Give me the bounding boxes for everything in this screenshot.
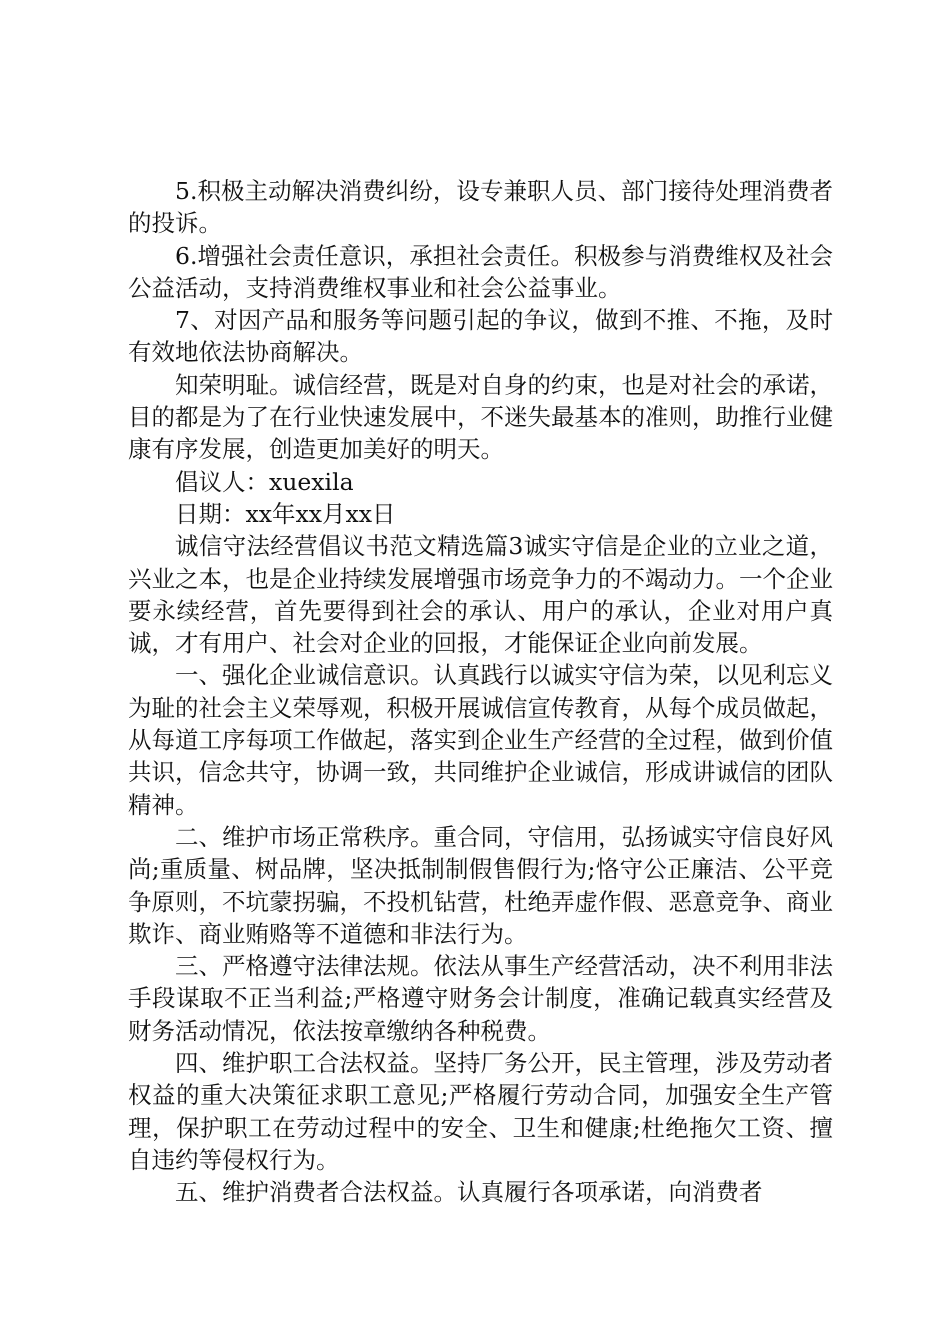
paragraph-intro-3: 诚信守法经营倡议书范文精选篇3诚实守信是企业的立业之道，兴业之本，也是企业持续发展增强市场竞争力的不竭动力。一个企业要永续经营，首先要得到社会的承认、用户的承认，企业对用户真诚，才有用户、社会对企业的回报，才能保证企业向前发展。: [128, 532, 833, 658]
paragraph-section-2: 二、维护市场正常秩序。重合同，守信用，弘扬诚实守信良好风尚;重质量、树品牌，坚决抵制制假售假行为;恪守公正廉洁、公平竞争原则，不坑蒙拐骗，不投机钻营，杜绝弄虚作假、恶意竞争、商业欺诈、商业贿赂等不道德和非法行为。: [128, 822, 833, 948]
paragraph-closing: 知荣明耻。诚信经营，既是对自身的约束，也是对社会的承诺，目的都是为了在行业快速发展中，不迷失最基本的准则，助推行业健康有序发展，创造更加美好的明天。: [128, 370, 833, 464]
paragraph-section-1: 一、强化企业诚信意识。认真践行以诚实守信为荣，以见利忘义为耻的社会主义荣辱观，积极开展诚信宣传教育，从每个成员做起，从每道工序每项工作做起，落实到企业生产经营的全过程，做到价值共识，信念共守，协调一致，共同维护企业诚信，形成讲诚信的团队精神。: [128, 661, 833, 819]
paragraph-item-5: 5.积极主动解决消费纠纷，设专兼职人员、部门接待处理消费者的投诉。: [128, 177, 833, 238]
paragraph-item-7: 7、对因产品和服务等问题引起的争议，做到不推、不拖，及时有效地依法协商解决。: [128, 306, 833, 367]
paragraph-section-3: 三、严格遵守法律法规。依法从事生产经营活动，决不利用非法手段谋取不正当利益;严格遵守财务会计制度，准确记载真实经营及财务活动情况，依法按章缴纳各种税费。: [128, 952, 833, 1045]
paragraph-section-5: 五、维护消费者合法权益。认真履行各项承诺，向消费者: [175, 1178, 763, 1207]
proposer-line: 倡议人：xuexila: [175, 467, 354, 496]
paragraph-item-6: 6.增强社会责任意识，承担社会责任。积极参与消费维权及社会公益活动，支持消费维权事业和社会公益事业。: [128, 241, 833, 302]
paragraph-section-4: 四、维护职工合法权益。坚持厂务公开，民主管理，涉及劳动者权益的重大决策征求职工意见;严格履行劳动合同，加强安全生产管理，保护职工在劳动过程中的安全、卫生和健康;杜绝拖欠工资、擅自违约等侵权行为。: [128, 1049, 833, 1174]
document-body: [128, 175, 833, 1209]
date-line: 日期：xx年xx月xx日: [175, 499, 396, 528]
